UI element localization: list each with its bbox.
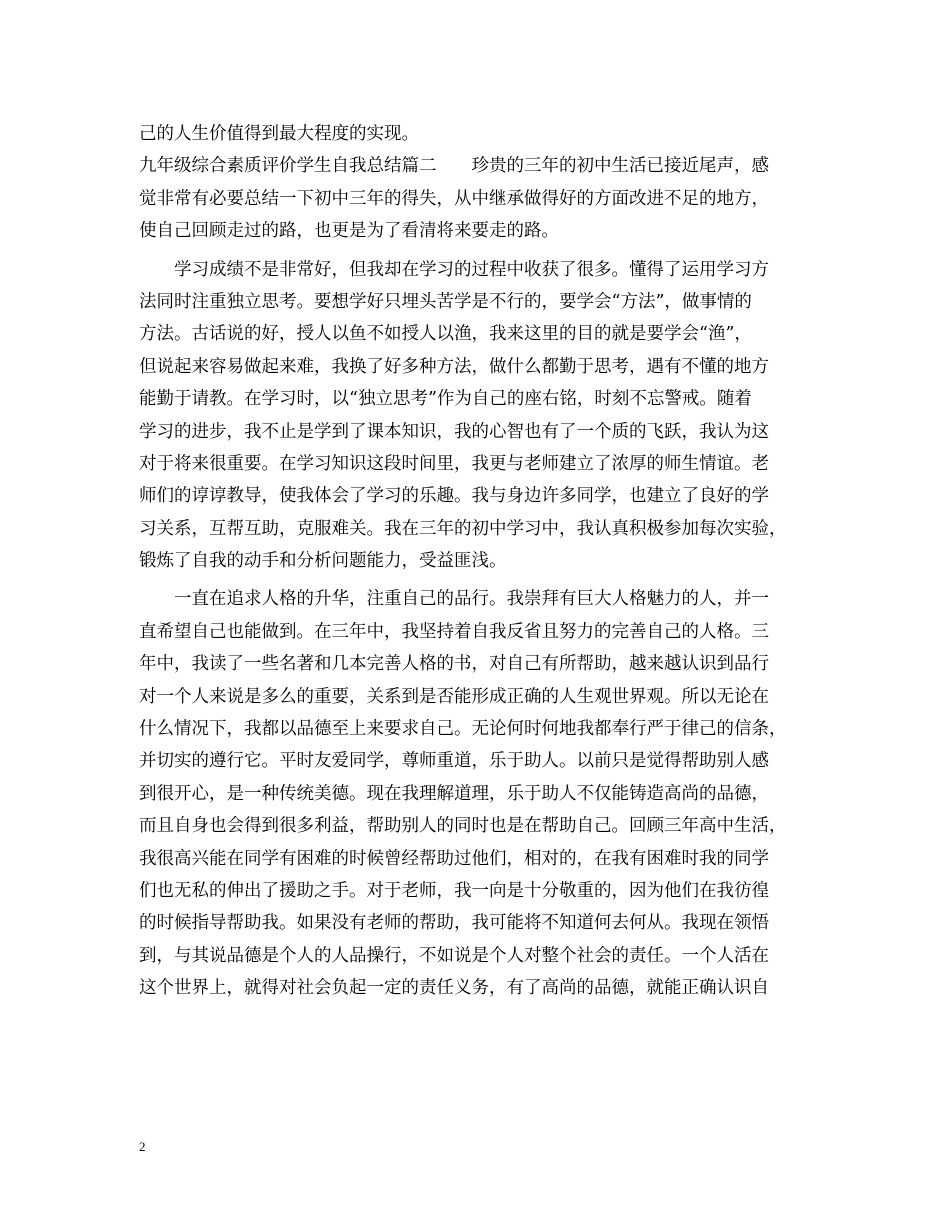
text-line: 对于将来很重要。在学习知识这段时间里，我更与老师建立了浓厚的师生情谊。老 (139, 453, 769, 474)
text-line: 一直在追求人格的升华，注重自己的品行。我崇拜有巨大人格魅力的人，并一 (139, 589, 769, 610)
text-line: 我很高兴能在同学有困难的时候曾经帮助过他们，相对的，在我有困难时我的同学 (139, 848, 769, 869)
text-line: 学习的进步，我不止是学到了课本知识，我的心智也有了一个质的飞跃，我认为这 (139, 421, 769, 442)
text-line: 己的人生价值得到最大程度的实现。 (139, 124, 419, 144)
text-line: 能勤于请教。在学习时，以“独立思考”作为自己的座右铭，时刻不忘警戒。随着 (139, 389, 752, 410)
text-line: 觉非常有必要总结一下初中三年的得失，从中继承做得好的方面改进不足的地方， (139, 188, 769, 209)
text-line: 并切实的遵行它。平时友爱同学，尊师重道，乐于助人。以前只是觉得帮助别人感 (139, 751, 769, 772)
text-line: 锻炼了自我的动手和分析问题能力，受益匪浅。 (139, 551, 507, 572)
text-line: 到，与其说品德是个人的人品操行，不如说是个人对整个社会的责任。一个人活在 (139, 945, 769, 966)
text-line: 对一个人来说是多么的重要，关系到是否能形成正确的人生观世界观。所以无论在 (139, 686, 769, 707)
page-number: 2 (139, 1139, 146, 1154)
text-line: 学习成绩不是非常好，但我却在学习的过程中收获了很多。懂得了运用学习方 (139, 259, 769, 280)
text-line: 的时候指导帮助我。如果没有老师的帮助，我可能将不知道何去何从。我现在领悟 (139, 913, 769, 934)
text-line: 而且自身也会得到很多利益，帮助别人的同时也是在帮助自己。回顾三年高中生活， (139, 816, 787, 837)
body-text (139, 118, 819, 1005)
text-line: 习关系，互帮互助，克服难关。我在三年的初中学习中，我认真积极参加每次实验， (139, 518, 787, 539)
text-line: 这个世界上，就得对社会负起一定的责任义务，有了高尚的品德，就能正确认识自 (139, 978, 769, 999)
text-line: 直希望自己也能做到。在三年中，我坚持着自我反省且努力的完善自己的人格。三 (139, 621, 769, 642)
text-line: 师们的谆谆教导，使我体会了学习的乐趣。我与身边许多同学，也建立了良好的学 (139, 486, 769, 507)
text-line: 年中，我读了一些名著和几本完善人格的书，对自己有所帮助，越来越认识到品行 (139, 654, 769, 675)
text-line: 到很开心，是一种传统美德。现在我理解道理，乐于助人不仅能铸造高尚的品德， (139, 783, 769, 804)
text-line: 们也无私的伸出了援助之手。对于老师，我一向是十分敬重的，因为他们在我彷徨 (139, 880, 769, 901)
text-line: 方法。古话说的好，授人以鱼不如授人以渔，我来这里的目的就是要学会“渔”， (139, 324, 752, 345)
text-line: 使自己回顾走过的路，也更是为了看清将来要走的路。 (139, 221, 559, 242)
text-line: 法同时注重独立思考。要想学好只埋头苦学是不行的，要学会“方法”，做事情的 (139, 291, 752, 312)
section-heading-line: 九年级综合素质评价学生自我总结篇二 珍贵的三年的初中生活已接近尾声，感 (139, 156, 769, 177)
text-line: 但说起来容易做起来难，我换了好多种方法，做什么都勤于思考，遇有不懂的地方 (139, 356, 769, 377)
text-line: 什么情况下，我都以品德至上来要求自己。无论何时何地我都奉行严于律己的信条， (139, 719, 787, 740)
